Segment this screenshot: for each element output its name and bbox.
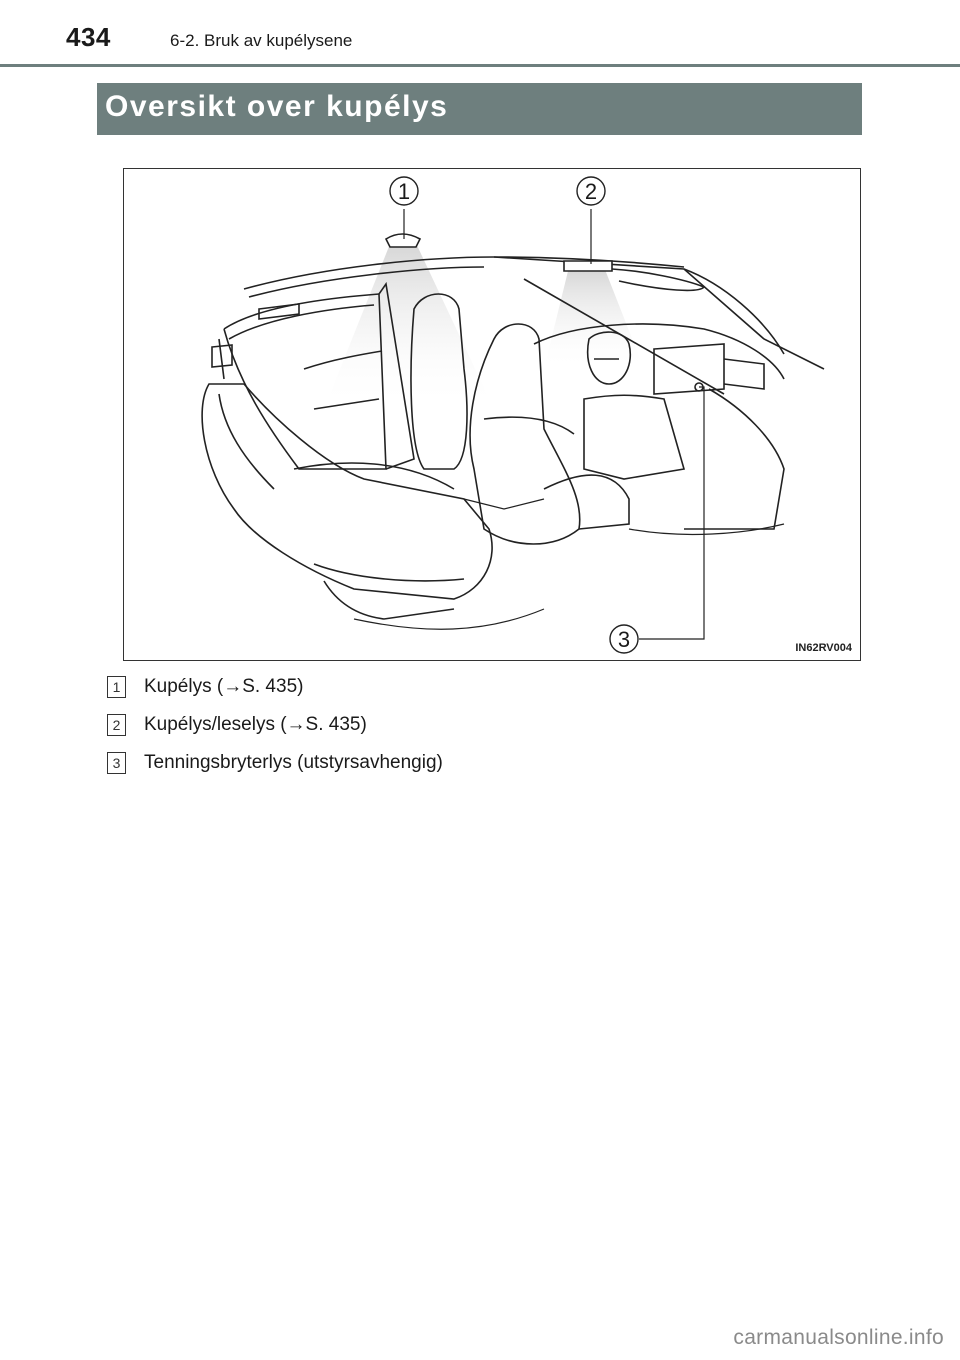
roof-outline [244, 234, 824, 394]
callout-marker-3 [610, 625, 638, 653]
section-title-banner [97, 83, 862, 135]
legend-number: 2 [107, 714, 126, 736]
callout-marker-2 [577, 177, 605, 205]
callout-number-1: 1 [397, 179, 411, 204]
legend-text: Kupélys (→S. 435) [144, 676, 304, 697]
car-interior-drawing [124, 169, 860, 660]
figure-code: IN62RV004 [795, 642, 852, 654]
header-divider [0, 64, 960, 67]
legend-number: 1 [107, 676, 126, 698]
reading-light-beam [544, 267, 644, 369]
page-header [0, 0, 960, 66]
floor-outline [354, 499, 784, 629]
callout-number-3: 3 [617, 627, 631, 652]
legend-number: 3 [107, 752, 126, 774]
front-light-beam [324, 239, 494, 409]
legend-item [107, 668, 867, 706]
legend-list [107, 668, 867, 782]
legend-text: Kupélys/leselys (→S. 435) [144, 714, 367, 735]
footer-watermark: carmanualsonline.info [733, 1326, 944, 1349]
callout-marker-1 [390, 177, 418, 205]
legend-text: Tenningsbryterlys (utstyrsavhengig) [144, 752, 443, 773]
section-title: Oversikt over kupélys [105, 90, 449, 123]
interior-lights-illustration [123, 168, 861, 661]
callout-number-2: 2 [584, 179, 598, 204]
page-number: 434 [66, 22, 111, 52]
legend-item [107, 744, 867, 782]
legend-item [107, 706, 867, 744]
section-reference: 6-2. Bruk av kupélysene [170, 31, 353, 50]
